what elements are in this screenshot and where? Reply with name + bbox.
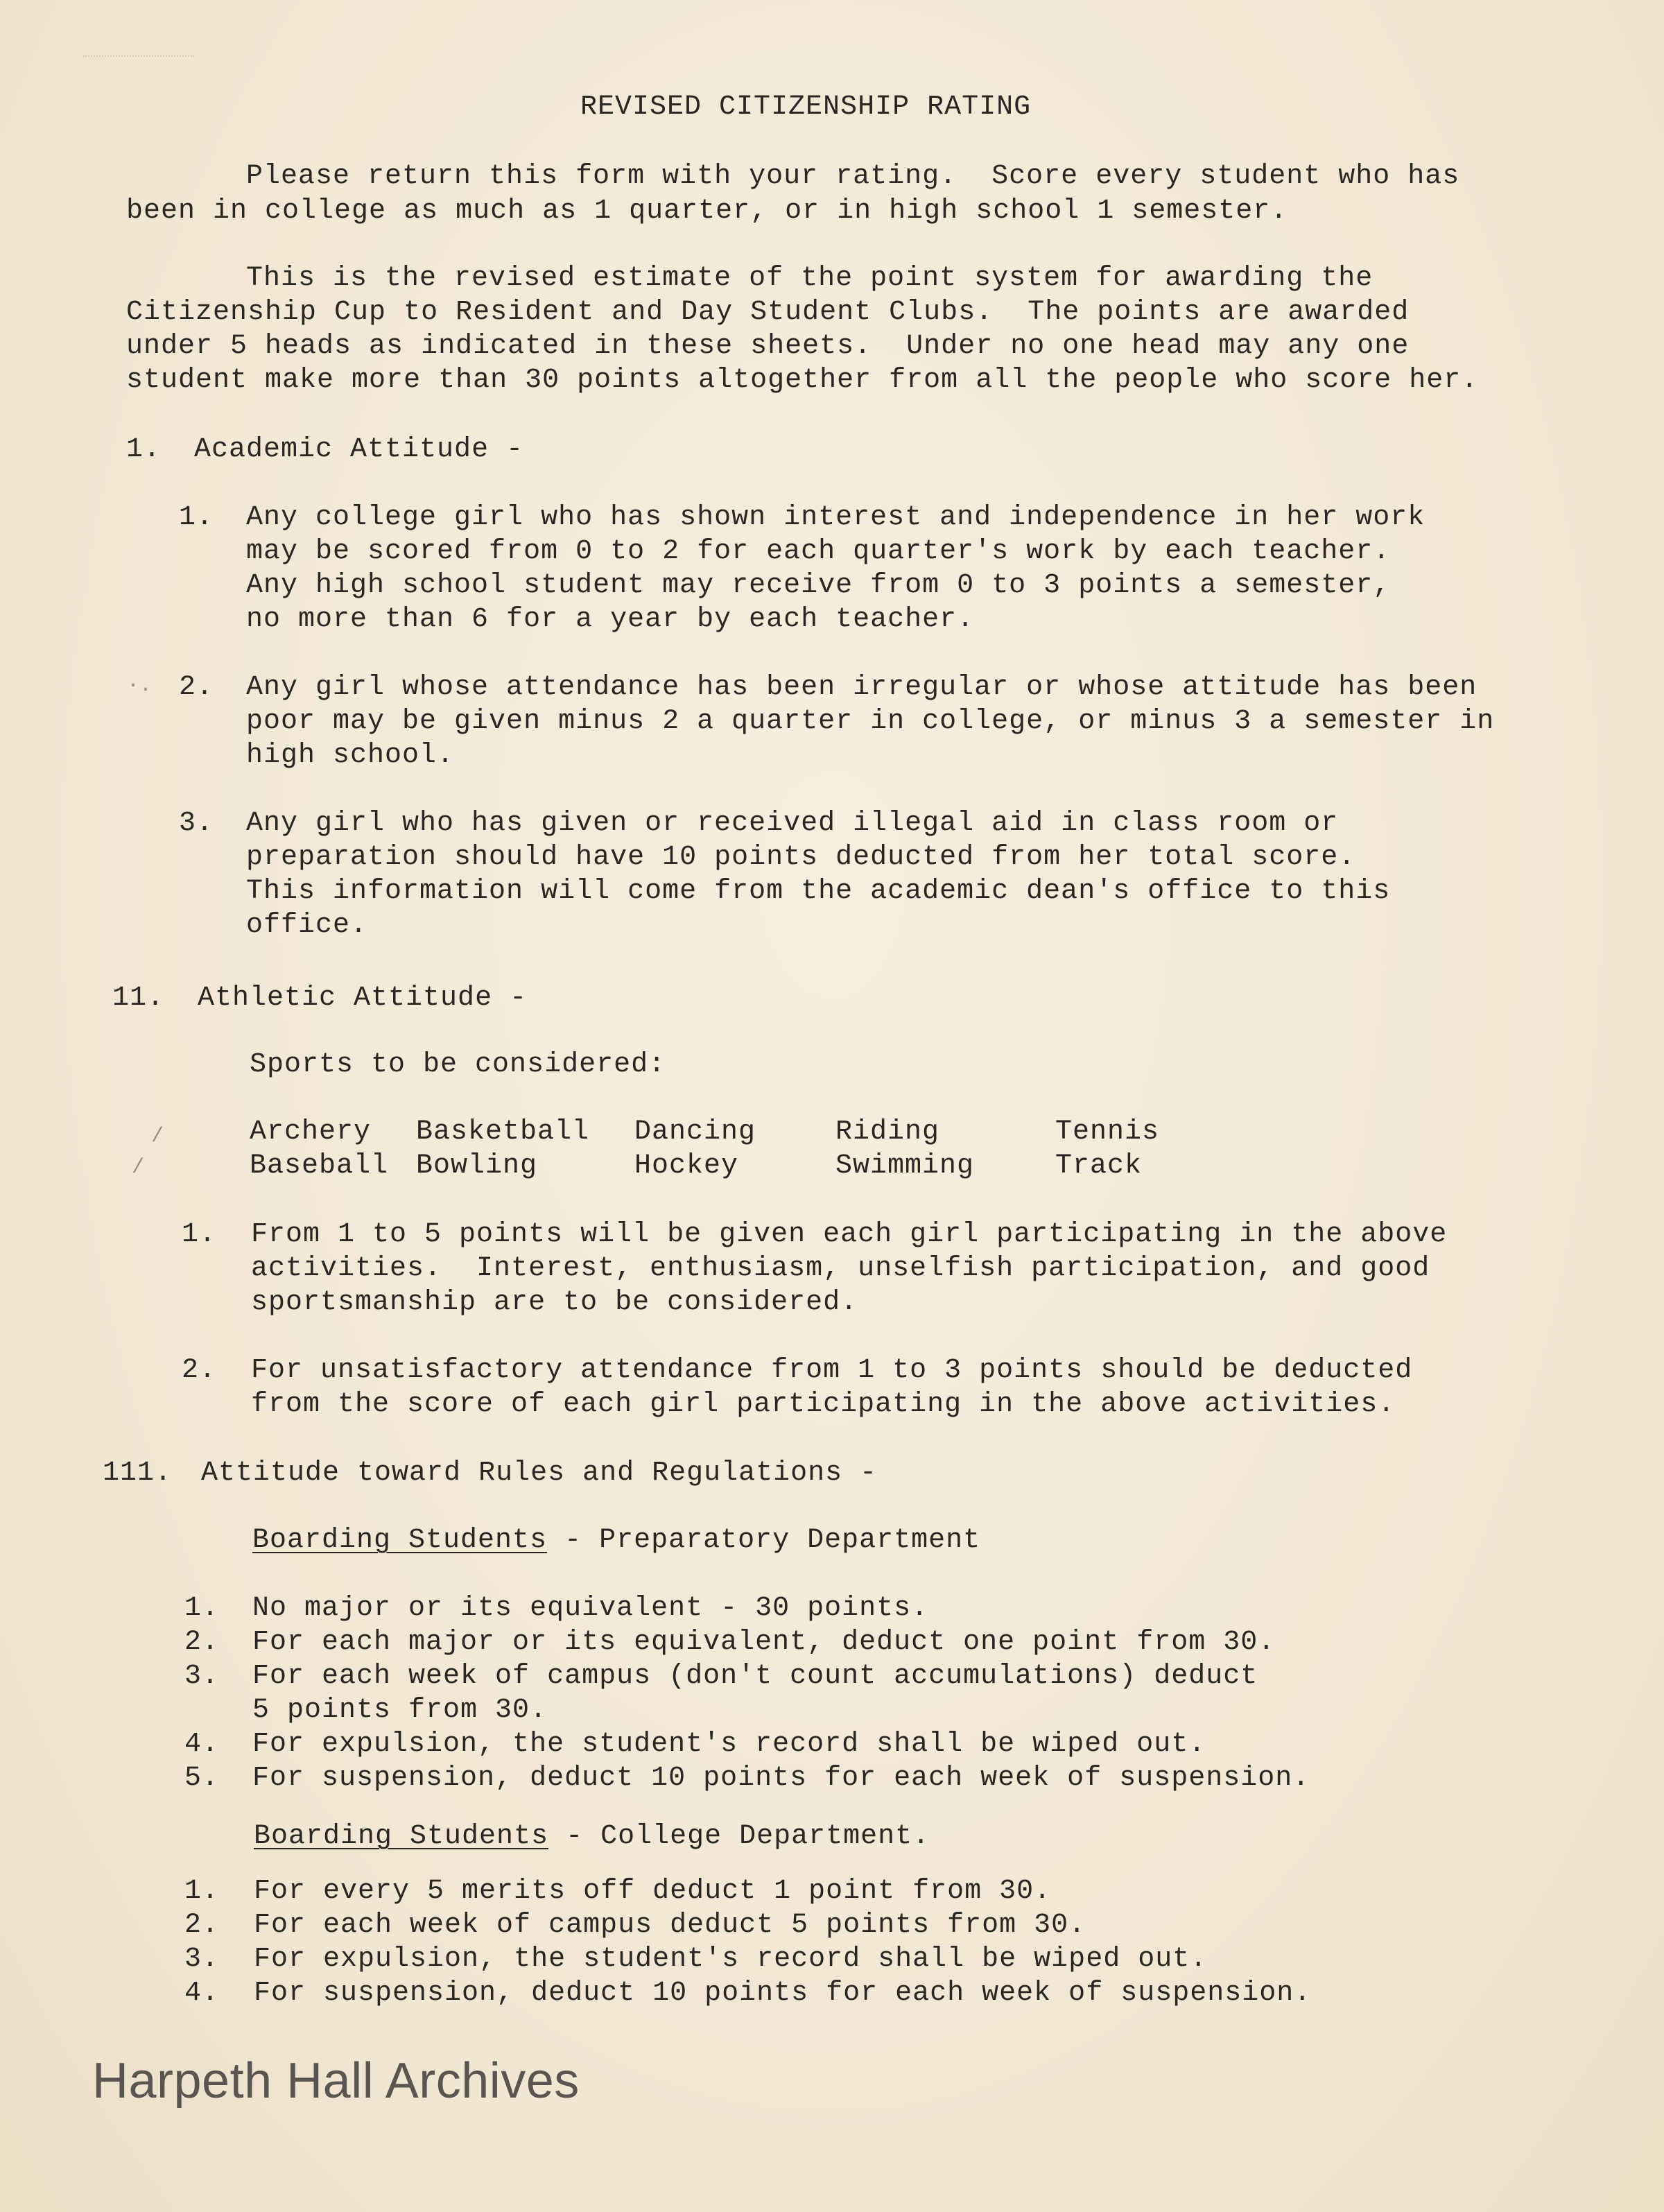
item-line: preparation should have 10 points deducted from her total score. <box>246 842 1356 873</box>
item-number: 4. <box>184 1729 220 1760</box>
item-number: 2. <box>179 672 214 703</box>
item-line: Any high school student may receive from 0 to 3 points a semester, <box>246 570 1391 601</box>
item-line: For each week of campus (don't count accumulations) deduct <box>252 1661 1258 1692</box>
intro-line: student make more than 30 points altogether from all the people who score her. <box>126 365 1479 396</box>
sport-item: Baseball <box>250 1150 389 1182</box>
item-line: For each major or its equivalent, deduct one point from 30. <box>252 1627 1276 1658</box>
section-heading: Academic Attitude - <box>194 434 524 465</box>
item-line: For expulsion, the student's record shall be wiped out. <box>252 1729 1206 1760</box>
item-number: 2. <box>182 1355 217 1386</box>
item-line: may be scored from 0 to 2 for each quarter's work by each teacher. <box>246 536 1391 567</box>
sports-label: Sports to be considered: <box>250 1049 666 1080</box>
item-number: 4. <box>184 1978 220 2009</box>
paper-speck <box>83 55 194 61</box>
item-line: From 1 to 5 points will be given each girl participating in the above <box>251 1219 1448 1250</box>
item-line: Any college girl who has shown interest and independence in her work <box>246 502 1425 533</box>
sport-item: Track <box>1055 1150 1143 1182</box>
intro-line: This is the revised estimate of the point system for awarding the <box>246 263 1373 294</box>
item-line: from the score of each girl participating in the above activities. <box>251 1389 1396 1420</box>
subsection-suffix: - Preparatory Department <box>547 1525 981 1556</box>
item-line: Any girl whose attendance has been irregular or whose attitude has been <box>246 672 1477 703</box>
item-number: 2. <box>184 1910 220 1941</box>
intro-line: Citizenship Cup to Resident and Day Student Clubs. The points are awarded <box>126 297 1410 328</box>
item-line: For suspension, deduct 10 points for each week of suspension. <box>252 1763 1310 1794</box>
item-line: activities. Interest, enthusiasm, unselfish participation, and good <box>251 1253 1430 1284</box>
item-number: 1. <box>184 1593 220 1624</box>
item-number: 2. <box>184 1627 220 1658</box>
stray-mark: ·. <box>127 674 153 698</box>
item-line: Any girl who has given or received illegal aid in class room or <box>246 808 1339 839</box>
section-heading: Attitude toward Rules and Regulations - <box>201 1458 878 1489</box>
item-line: This information will come from the academic dean's office to this <box>246 876 1391 907</box>
item-number: 3. <box>184 1661 220 1692</box>
subsection-label: Boarding Students <box>252 1525 548 1556</box>
sport-item: Dancing <box>634 1116 756 1148</box>
item-line: For every 5 merits off deduct 1 point from 30. <box>254 1876 1052 1907</box>
item-line: For each week of campus deduct 5 points from 30. <box>254 1910 1086 1941</box>
item-number: 1. <box>184 1876 220 1907</box>
item-line: For expulsion, the student's record shall be wiped out. <box>254 1944 1208 1975</box>
item-line: poor may be given minus 2 a quarter in college, or minus 3 a semester in <box>246 706 1495 737</box>
item-line: For suspension, deduct 10 points for each week of suspension. <box>254 1978 1312 2009</box>
subsection-label: Boarding Students <box>254 1821 549 1852</box>
sport-item: Hockey <box>634 1150 739 1182</box>
sport-item: Bowling <box>416 1150 538 1182</box>
item-line: high school. <box>246 740 455 771</box>
sport-item: Riding <box>835 1116 940 1148</box>
stray-mark: / <box>132 1156 145 1180</box>
section-number: 1. <box>126 434 162 465</box>
section-heading: Athletic Attitude - <box>198 983 528 1014</box>
sport-item: Tennis <box>1055 1116 1160 1148</box>
item-line: 5 points from 30. <box>252 1695 548 1726</box>
subsection-heading <box>254 1820 930 1854</box>
intro-line: Please return this form with your rating. Score every student who has <box>246 161 1460 192</box>
item-line: For unsatisfactory attendance from 1 to 3 points should be deducted <box>251 1355 1413 1386</box>
intro-line: under 5 heads as indicated in these sheets. Under no one head may any one <box>126 331 1410 362</box>
item-number: 5. <box>184 1763 220 1794</box>
item-line: office. <box>246 910 368 941</box>
stray-mark: / <box>151 1125 164 1148</box>
item-line: no more than 6 for a year by each teacher. <box>246 604 975 635</box>
subsection-heading <box>252 1523 980 1558</box>
item-number: 1. <box>182 1219 217 1250</box>
sport-item: Basketball <box>416 1116 590 1148</box>
section-number: 111. <box>103 1458 173 1489</box>
item-number: 3. <box>179 808 214 839</box>
item-number: 3. <box>184 1944 220 1975</box>
item-line: No major or its equivalent - 30 points. <box>252 1593 929 1624</box>
sport-item: Swimming <box>835 1150 975 1182</box>
item-number: 1. <box>179 502 214 533</box>
document-title: REVISED CITIZENSHIP RATING <box>580 92 1032 123</box>
item-line: sportsmanship are to be considered. <box>251 1287 858 1318</box>
intro-line: been in college as much as 1 quarter, or in high school 1 semester. <box>126 196 1288 227</box>
section-number: 11. <box>112 983 165 1014</box>
subsection-suffix: - College Department. <box>548 1821 930 1852</box>
sport-item: Archery <box>250 1116 372 1148</box>
archive-watermark: Harpeth Hall Archives <box>92 2053 580 2109</box>
